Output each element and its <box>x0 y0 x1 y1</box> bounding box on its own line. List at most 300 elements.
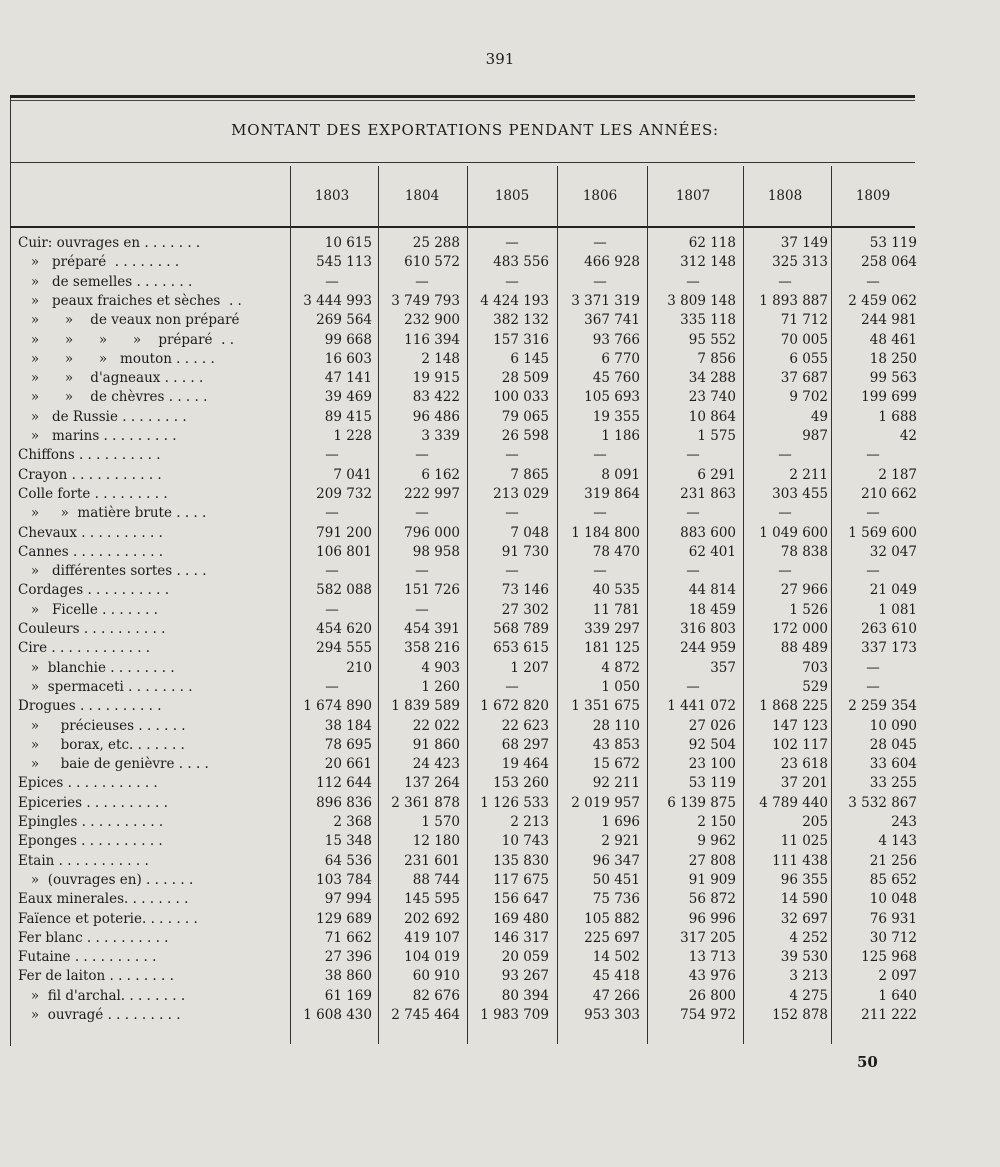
cell-value: 32 697 <box>780 910 828 927</box>
cell-value: 152 878 <box>772 1007 828 1023</box>
cell-value: 47 266 <box>592 987 640 1004</box>
cell-value: 545 113 <box>316 254 372 271</box>
cell-value: 703 <box>802 659 828 676</box>
cell-value: — <box>325 273 339 290</box>
row-label: » baie de genièvre . . . . <box>18 756 209 773</box>
cell-value: 1 640 <box>878 987 917 1004</box>
cell-value: 2 921 <box>601 833 640 850</box>
cell-value: 37 201 <box>780 775 828 792</box>
table-row <box>0 562 1000 581</box>
cell-value: 7 041 <box>333 466 372 483</box>
table-row <box>0 388 1000 407</box>
row-label: » préparé . . . . . . . . <box>18 254 180 271</box>
row-label: » Ficelle . . . . . . . <box>18 601 158 618</box>
cell-value: 50 451 <box>592 871 640 888</box>
cell-value: 2 187 <box>878 466 917 483</box>
top-rule-thin <box>10 100 915 101</box>
cell-value: 883 600 <box>680 524 736 541</box>
table-row <box>0 852 1000 871</box>
table-row <box>0 697 1000 716</box>
cell-value: 325 313 <box>772 254 828 271</box>
cell-value: 6 770 <box>601 350 640 367</box>
cell-value: — <box>593 273 607 290</box>
cell-value: 2 148 <box>421 350 460 367</box>
cell-value: 1 688 <box>878 408 917 425</box>
table-row <box>0 331 1000 350</box>
cell-value: 231 863 <box>680 485 736 502</box>
cell-value: 7 865 <box>510 466 549 483</box>
cell-value: 95 552 <box>688 331 736 348</box>
cell-value: 1 570 <box>421 814 460 830</box>
row-label: » » de veaux non préparé <box>18 312 240 329</box>
cell-value: 45 760 <box>592 370 640 387</box>
cell-value: 419 107 <box>404 929 460 946</box>
cell-value: 454 620 <box>316 621 372 637</box>
cell-value: 33 604 <box>869 756 917 773</box>
table-row <box>0 504 1000 523</box>
cell-value: — <box>866 505 880 522</box>
cell-value: 105 882 <box>584 910 640 927</box>
cell-value: 26 598 <box>501 428 549 444</box>
cell-value: 91 730 <box>501 543 549 560</box>
row-label: Epiceries . . . . . . . . . . <box>18 794 168 811</box>
cell-value: 568 789 <box>493 621 549 637</box>
cell-value: 2 745 464 <box>391 1007 460 1023</box>
table-row <box>0 948 1000 967</box>
cell-value: 75 736 <box>592 891 640 908</box>
cell-value: 103 784 <box>316 871 372 888</box>
table-row <box>0 832 1000 851</box>
cell-value: 2 368 <box>333 814 372 830</box>
cell-value: 42 <box>899 428 917 444</box>
row-label: Cire . . . . . . . . . . . . <box>18 640 151 657</box>
row-label: » (ouvrages en) . . . . . . <box>18 871 194 888</box>
row-label: » différentes sortes . . . . <box>18 563 207 580</box>
cell-value: — <box>686 447 700 464</box>
cell-value: 1 526 <box>789 601 828 618</box>
table-row <box>0 408 1000 427</box>
row-label: Cannes . . . . . . . . . . . <box>18 543 164 560</box>
table-row <box>0 253 1000 272</box>
row-label: Drogues . . . . . . . . . . <box>18 698 162 715</box>
cell-value: 23 740 <box>688 389 736 406</box>
cell-value: 1 441 072 <box>667 698 736 715</box>
cell-value: 111 438 <box>772 852 828 869</box>
cell-value: 6 139 875 <box>667 794 736 811</box>
row-label: Colle forte . . . . . . . . . <box>18 485 168 502</box>
cell-value: 37 687 <box>780 370 828 387</box>
cell-value: 6 055 <box>789 350 828 367</box>
cell-value: 210 662 <box>861 485 917 502</box>
cell-value: — <box>778 447 792 464</box>
table-row <box>0 601 1000 620</box>
cell-value: 38 184 <box>324 717 372 734</box>
table-row <box>0 620 1000 639</box>
cell-value: 156 647 <box>493 891 549 908</box>
top-rule <box>10 95 915 98</box>
cell-value: 8 091 <box>601 466 640 483</box>
table-row <box>0 369 1000 388</box>
cell-value: 91 860 <box>412 736 460 753</box>
table-row <box>0 350 1000 369</box>
cell-value: 88 744 <box>412 871 460 888</box>
table-row <box>0 987 1000 1006</box>
table-row <box>0 736 1000 755</box>
cell-value: 4 903 <box>421 659 460 676</box>
cell-value: 1 207 <box>510 659 549 676</box>
cell-value: 93 766 <box>592 331 640 348</box>
year-header: 1809 <box>855 188 891 204</box>
cell-value: 2 019 957 <box>571 794 640 811</box>
cell-value: 100 033 <box>493 389 549 406</box>
row-label: Fer de laiton . . . . . . . . <box>18 968 174 985</box>
table-row <box>0 292 1000 311</box>
cell-value: 202 692 <box>404 910 460 927</box>
table-row <box>0 774 1000 793</box>
cell-value: 33 255 <box>869 775 917 792</box>
cell-value: 76 931 <box>869 910 917 927</box>
cell-value: 10 743 <box>501 833 549 850</box>
row-label: » de semelles . . . . . . . <box>18 273 193 290</box>
cell-value: 70 005 <box>780 331 828 348</box>
cell-value: 1 081 <box>878 601 917 618</box>
cell-value: — <box>415 505 429 522</box>
cell-value: 209 732 <box>316 485 372 502</box>
cell-value: 2 097 <box>878 968 917 985</box>
cell-value: 9 702 <box>789 389 828 406</box>
cell-value: 4 872 <box>601 659 640 676</box>
cell-value: 32 047 <box>869 543 917 560</box>
footer-page-number: 50 <box>857 1053 878 1071</box>
cell-value: 987 <box>802 428 828 444</box>
cell-value: 97 994 <box>324 891 372 908</box>
cell-value: 15 672 <box>592 756 640 773</box>
cell-value: 89 415 <box>324 408 372 425</box>
cell-value: 610 572 <box>404 254 460 271</box>
cell-value: 28 045 <box>869 736 917 753</box>
row-label: Couleurs . . . . . . . . . . <box>18 621 166 637</box>
header-top-rule <box>10 162 915 163</box>
cell-value: 244 959 <box>680 640 736 657</box>
row-label: » » matière brute . . . . <box>18 505 207 522</box>
header-bottom-rule <box>10 226 915 228</box>
row-label: Etain . . . . . . . . . . . <box>18 852 149 869</box>
row-label: » spermaceti . . . . . . . . <box>18 678 193 695</box>
cell-value: 28 509 <box>501 370 549 387</box>
cell-value: 1 228 <box>333 428 372 444</box>
cell-value: 11 781 <box>592 601 640 618</box>
cell-value: 39 530 <box>780 949 828 966</box>
cell-value: 316 803 <box>680 621 736 637</box>
cell-value: 3 444 993 <box>303 292 372 309</box>
row-label: » borax, etc. . . . . . . <box>18 736 185 753</box>
row-label: Chiffons . . . . . . . . . . <box>18 447 161 464</box>
row-label: » de Russie . . . . . . . . <box>18 408 187 425</box>
cell-value: 93 267 <box>501 968 549 985</box>
cell-value: — <box>415 563 429 580</box>
cell-value: 137 264 <box>404 775 460 792</box>
cell-value: 358 216 <box>404 640 460 657</box>
cell-value: 225 697 <box>584 929 640 946</box>
cell-value: 1 674 890 <box>303 698 372 715</box>
cell-value: 1 569 600 <box>848 524 917 541</box>
cell-value: 3 749 793 <box>391 292 460 309</box>
cell-value: 145 595 <box>404 891 460 908</box>
table-row <box>0 794 1000 813</box>
cell-value: — <box>866 659 880 676</box>
cell-value: 27 026 <box>688 717 736 734</box>
cell-value: 53 119 <box>869 235 917 251</box>
table-row <box>0 581 1000 600</box>
cell-value: 117 675 <box>493 871 549 888</box>
table-row <box>0 466 1000 485</box>
cell-value: 96 347 <box>592 852 640 869</box>
cell-value: 1 049 600 <box>759 524 828 541</box>
table-row <box>0 311 1000 330</box>
row-label: Fer blanc . . . . . . . . . . <box>18 929 169 946</box>
row-label: Cuir: ouvrages en . . . . . . . <box>18 235 201 251</box>
cell-value: 34 288 <box>688 370 736 387</box>
cell-value: 754 972 <box>680 1007 736 1023</box>
cell-value: 335 118 <box>680 312 736 329</box>
cell-value: 1 050 <box>601 678 640 695</box>
cell-value: 27 808 <box>688 852 736 869</box>
cell-value: 96 355 <box>780 871 828 888</box>
row-label: » » d'agneaux . . . . . <box>18 370 204 387</box>
cell-value: 294 555 <box>316 640 372 657</box>
cell-value: — <box>505 447 519 464</box>
cell-value: 263 610 <box>861 621 917 637</box>
cell-value: 337 173 <box>861 640 917 657</box>
cell-value: 71 712 <box>780 312 828 329</box>
cell-value: 47 141 <box>324 370 372 387</box>
cell-value: 2 211 <box>789 466 828 483</box>
cell-value: 243 <box>891 814 917 830</box>
year-header: 1806 <box>582 188 618 204</box>
cell-value: 339 297 <box>584 621 640 637</box>
cell-value: 1 672 820 <box>480 698 549 715</box>
row-label: Epices . . . . . . . . . . . <box>18 775 158 792</box>
row-label: » » » mouton . . . . . <box>18 350 215 367</box>
cell-value: 582 088 <box>316 582 372 599</box>
cell-value: 24 423 <box>412 756 460 773</box>
cell-value: 53 119 <box>688 775 736 792</box>
cell-value: 382 132 <box>493 312 549 329</box>
cell-value: 106 801 <box>316 543 372 560</box>
cell-value: — <box>505 678 519 695</box>
cell-value: 11 025 <box>780 833 828 850</box>
row-label: Futaine . . . . . . . . . . <box>18 949 157 966</box>
cell-value: 21 256 <box>869 852 917 869</box>
table-row <box>0 273 1000 292</box>
cell-value: 1 868 225 <box>759 698 828 715</box>
cell-value: — <box>325 601 339 618</box>
cell-value: 38 860 <box>324 968 372 985</box>
cell-value: — <box>505 235 519 251</box>
cell-value: 232 900 <box>404 312 460 329</box>
row-label: Eponges . . . . . . . . . . <box>18 833 163 850</box>
cell-value: 12 180 <box>412 833 460 850</box>
cell-value: 116 394 <box>404 331 460 348</box>
cell-value: 56 872 <box>688 891 736 908</box>
cell-value: 78 695 <box>324 736 372 753</box>
cell-value: 1 260 <box>421 678 460 695</box>
cell-value: 4 424 193 <box>480 292 549 309</box>
cell-value: 244 981 <box>861 312 917 329</box>
row-label: Eaux minerales. . . . . . . . <box>18 891 189 908</box>
cell-value: 64 536 <box>324 852 372 869</box>
row-label: » ouvragé . . . . . . . . . <box>18 1007 181 1023</box>
cell-value: — <box>686 563 700 580</box>
cell-value: 222 997 <box>404 485 460 502</box>
cell-value: 483 556 <box>493 254 549 271</box>
table-row <box>0 1006 1000 1025</box>
cell-value: 45 418 <box>592 968 640 985</box>
cell-value: 1 983 709 <box>480 1007 549 1023</box>
cell-value: 43 976 <box>688 968 736 985</box>
table-row <box>0 639 1000 658</box>
cell-value: 27 302 <box>501 601 549 618</box>
table-title: MONTANT DES EXPORTATIONS PENDANT LES ANNÉES: <box>231 121 719 139</box>
cell-value: 4 275 <box>789 987 828 1004</box>
cell-value: 7 856 <box>697 350 736 367</box>
row-label: » peaux fraiches et sèches . . <box>18 292 242 309</box>
row-label: » fil d'archal. . . . . . . . <box>18 987 186 1004</box>
cell-value: — <box>686 505 700 522</box>
cell-value: 4 143 <box>878 833 917 850</box>
cell-value: 4 789 440 <box>759 794 828 811</box>
table-row <box>0 755 1000 774</box>
cell-value: 49 <box>810 408 828 425</box>
cell-value: 16 603 <box>324 350 372 367</box>
cell-value: 88 489 <box>780 640 828 657</box>
cell-value: 104 019 <box>404 949 460 966</box>
cell-value: 83 422 <box>412 389 460 406</box>
cell-value: 1 184 800 <box>571 524 640 541</box>
year-header: 1808 <box>767 188 803 204</box>
cell-value: — <box>325 563 339 580</box>
row-label: » précieuses . . . . . . <box>18 717 186 734</box>
table-row <box>0 871 1000 890</box>
cell-value: 98 958 <box>412 543 460 560</box>
cell-value: 3 371 319 <box>571 292 640 309</box>
cell-value: 2 361 878 <box>391 794 460 811</box>
cell-value: 18 459 <box>688 601 736 618</box>
row-label: » » de chèvres . . . . . <box>18 389 208 406</box>
cell-value: 37 149 <box>780 235 828 251</box>
cell-value: 529 <box>802 678 828 695</box>
cell-value: 78 838 <box>780 543 828 560</box>
cell-value: 10 090 <box>869 717 917 734</box>
cell-value: 23 618 <box>780 756 828 773</box>
cell-value: 213 029 <box>493 485 549 502</box>
cell-value: 258 064 <box>861 254 917 271</box>
cell-value: 125 968 <box>861 949 917 966</box>
cell-value: — <box>778 505 792 522</box>
cell-value: 319 864 <box>584 485 640 502</box>
cell-value: 153 260 <box>493 775 549 792</box>
cell-value: 20 661 <box>324 756 372 773</box>
cell-value: 26 800 <box>688 987 736 1004</box>
cell-value: — <box>505 273 519 290</box>
year-header: 1803 <box>314 188 350 204</box>
cell-value: 303 455 <box>772 485 828 502</box>
table-row <box>0 485 1000 504</box>
cell-value: — <box>593 447 607 464</box>
cell-value: 172 000 <box>772 621 828 637</box>
cell-value: — <box>866 563 880 580</box>
row-label: » marins . . . . . . . . . <box>18 428 177 444</box>
cell-value: — <box>593 505 607 522</box>
cell-value: 205 <box>802 814 828 830</box>
cell-value: 27 966 <box>780 582 828 599</box>
cell-value: 79 065 <box>501 408 549 425</box>
cell-value: 10 048 <box>869 891 917 908</box>
cell-value: — <box>593 563 607 580</box>
cell-value: 367 741 <box>584 312 640 329</box>
cell-value: 112 644 <box>316 775 372 792</box>
cell-value: 85 652 <box>869 871 917 888</box>
cell-value: 1 893 887 <box>759 292 828 309</box>
cell-value: 28 110 <box>592 717 640 734</box>
cell-value: — <box>686 678 700 695</box>
cell-value: 27 396 <box>324 949 372 966</box>
cell-value: 6 162 <box>421 466 460 483</box>
table-row <box>0 524 1000 543</box>
cell-value: — <box>325 447 339 464</box>
cell-value: 1 126 533 <box>480 794 549 811</box>
table-row <box>0 929 1000 948</box>
cell-value: 19 915 <box>412 370 460 387</box>
row-label: Chevaux . . . . . . . . . . <box>18 524 163 541</box>
cell-value: — <box>415 273 429 290</box>
cell-value: 2 150 <box>697 814 736 830</box>
cell-value: 92 504 <box>688 736 736 753</box>
cell-value: — <box>415 601 429 618</box>
cell-value: 1 839 589 <box>391 698 460 715</box>
cell-value: 1 575 <box>697 428 736 444</box>
row-label: Faïence et poterie. . . . . . . <box>18 910 198 927</box>
cell-value: — <box>505 563 519 580</box>
row-label: Cordages . . . . . . . . . . <box>18 582 169 599</box>
cell-value: 2 459 062 <box>848 292 917 309</box>
cell-value: — <box>325 505 339 522</box>
cell-value: 7 048 <box>510 524 549 541</box>
cell-value: 19 355 <box>592 408 640 425</box>
table-row <box>0 910 1000 929</box>
cell-value: 80 394 <box>501 987 549 1004</box>
cell-value: — <box>866 678 880 695</box>
cell-value: 21 049 <box>869 582 917 599</box>
cell-value: 10 615 <box>324 235 372 251</box>
cell-value: 82 676 <box>412 987 460 1004</box>
cell-value: 791 200 <box>316 524 372 541</box>
cell-value: 147 123 <box>772 717 828 734</box>
cell-value: 13 713 <box>688 949 736 966</box>
cell-value: 210 <box>346 659 372 676</box>
cell-value: 22 623 <box>501 717 549 734</box>
cell-value: 102 117 <box>772 736 828 753</box>
cell-value: 43 853 <box>592 736 640 753</box>
cell-value: 151 726 <box>404 582 460 599</box>
cell-value: 2 213 <box>510 814 549 830</box>
cell-value: 3 339 <box>421 428 460 444</box>
row-label: Crayon . . . . . . . . . . . <box>18 466 162 483</box>
cell-value: 1 351 675 <box>571 698 640 715</box>
cell-value: 23 100 <box>688 756 736 773</box>
cell-value: — <box>778 563 792 580</box>
cell-value: 653 615 <box>493 640 549 657</box>
